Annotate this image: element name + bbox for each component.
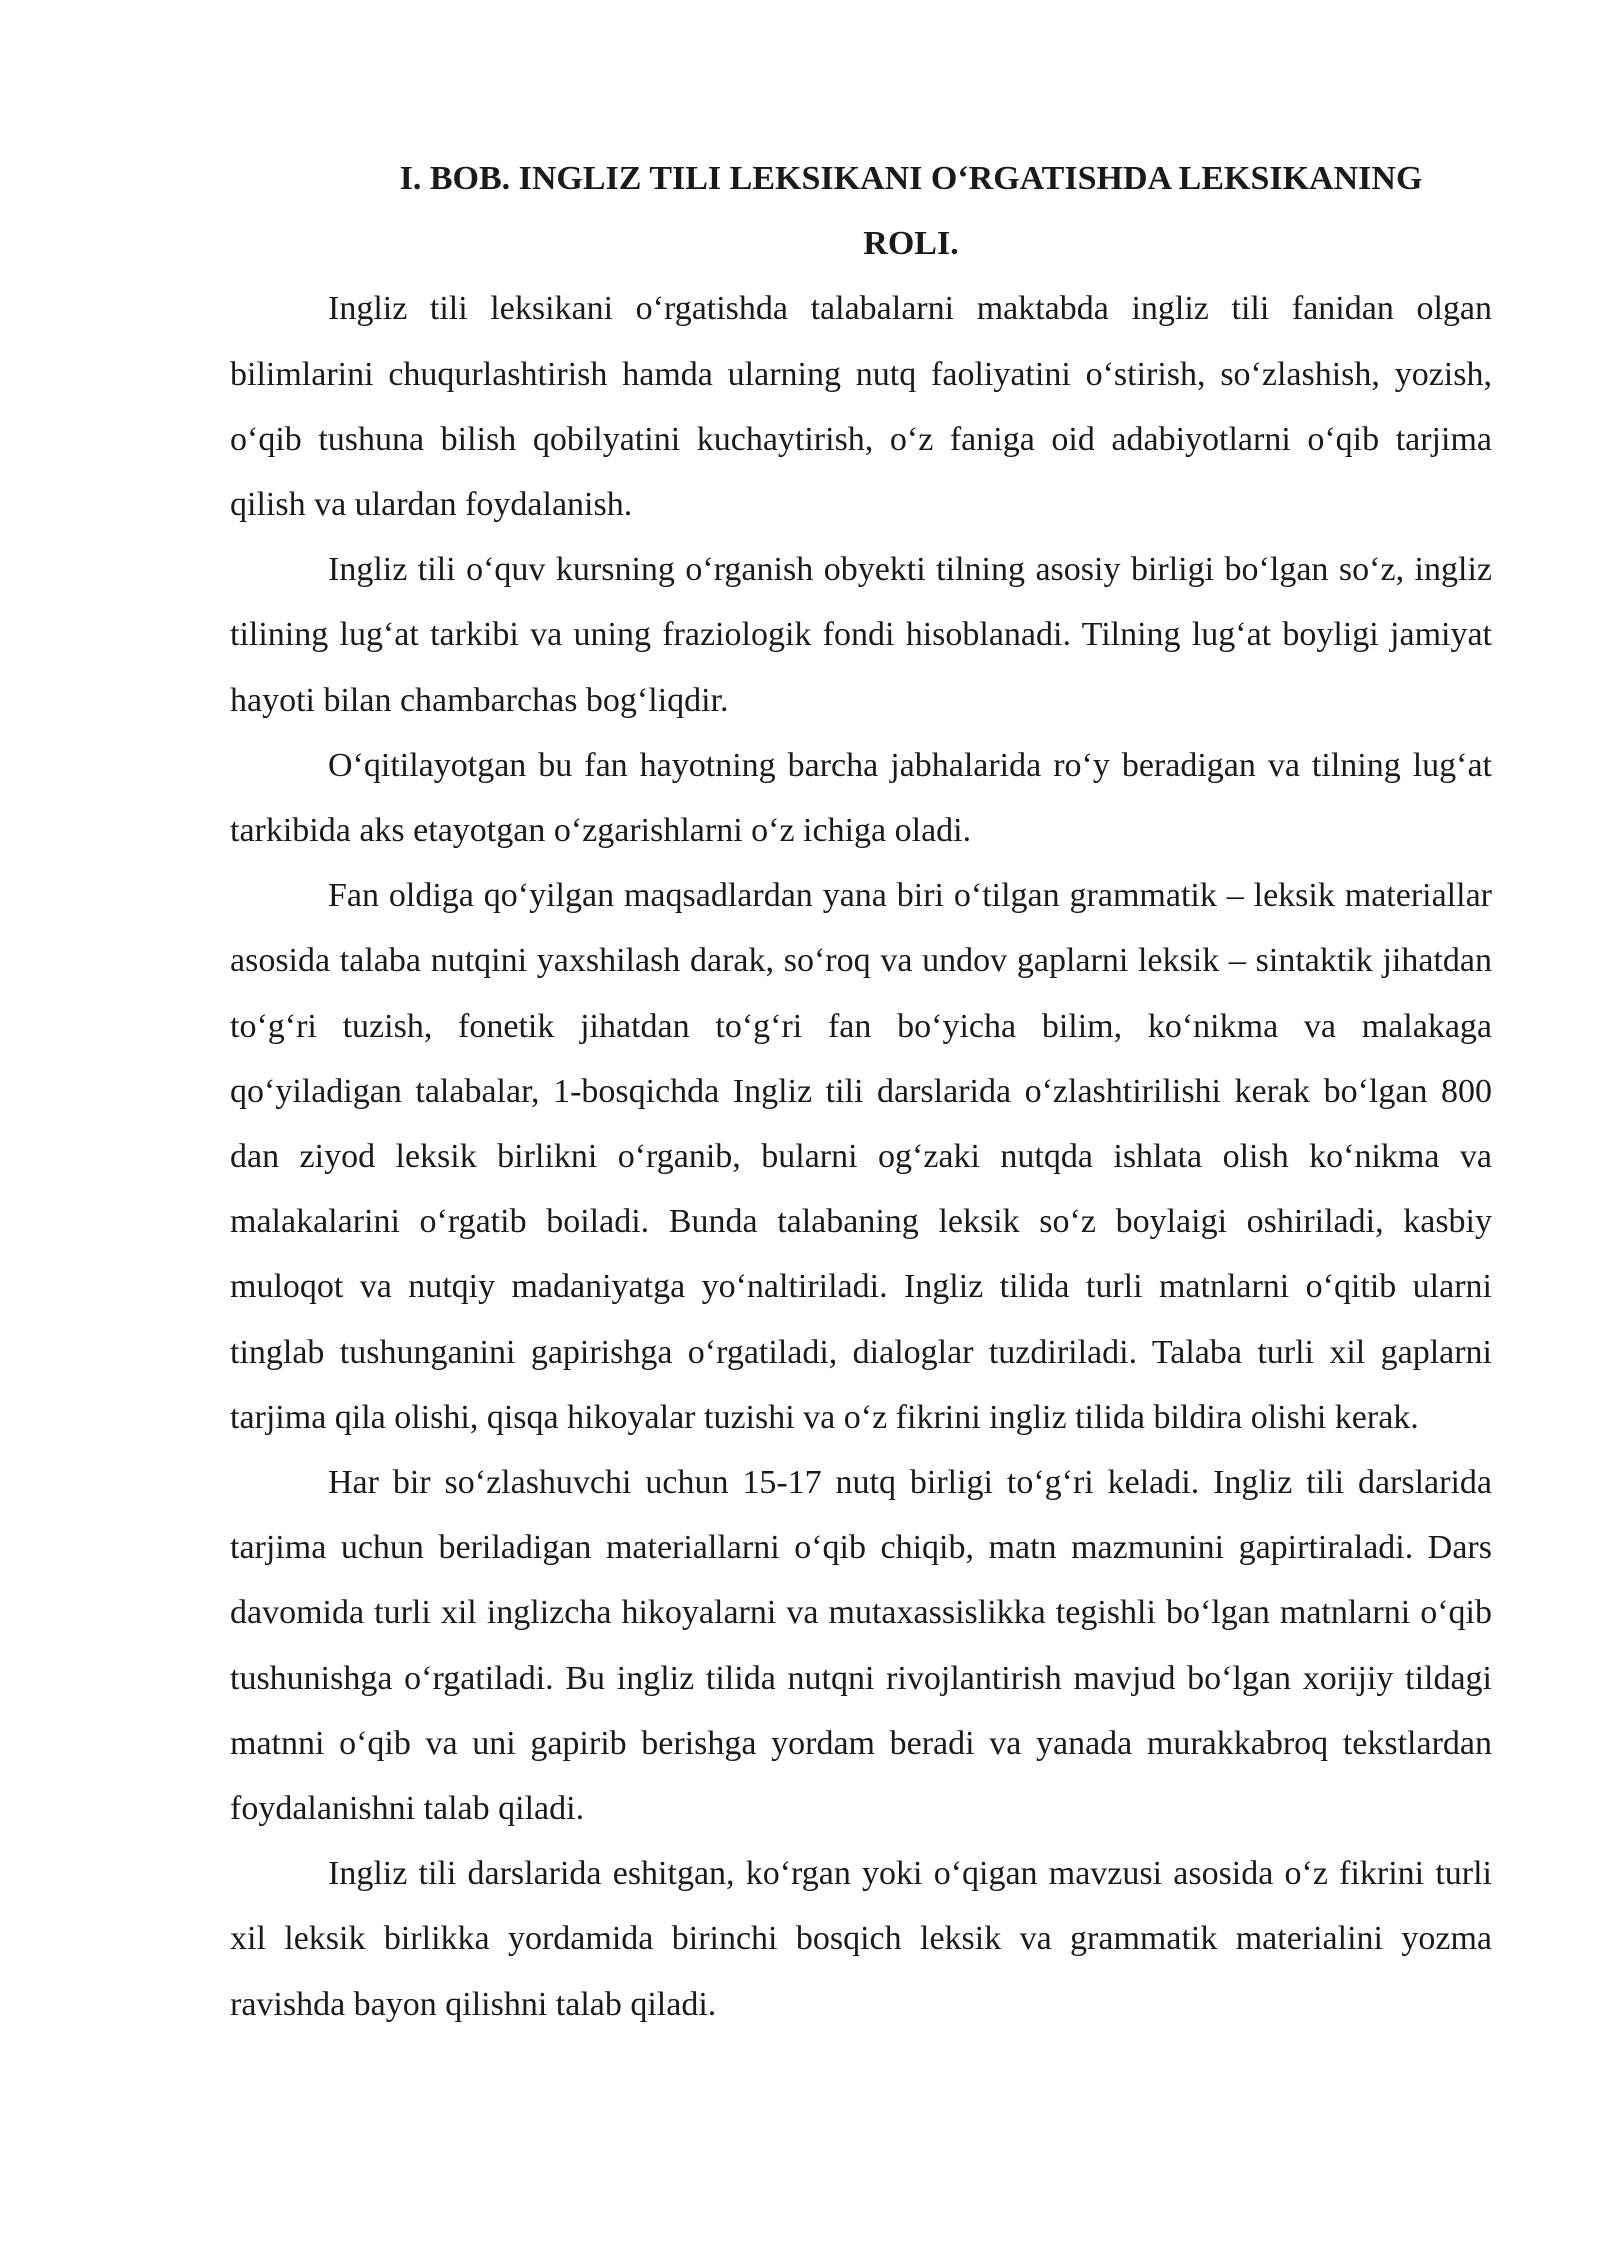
paragraph-5: Har bir so‘zlashuvchi uchun 15-17 nutq birligi to‘g‘ri keladi. Ingliz tili darslarida tarjima uchun beriladigan materiallarni o‘qib chiqib, matn mazmunini gapirtiraladi. Dars davomida turli xil inglizcha hikoyalarni va mutaxassislikka tegishli bo‘lgan matnlarni o‘qib tushunishga o‘rgatiladi. Bu ingliz tilida nutqni rivojlantirish mavjud bo‘lgan xorijiy tildagi matnni o‘qib va uni gapirib berishga yordam beradi va yanada murakkabroq tekstlardan foydalanishni talab qiladi. <box>230 1464 1492 1828</box>
paragraph-2: Ingliz tili o‘quv kursning o‘rganish obyekti tilning asosiy birligi bo‘lgan so‘z, ingliz tilining lug‘at tarkibi va uning fraziologik fondi hisoblanadi. Tilning lug‘at boyligi jamiyat hayoti bilan chambarchas bog‘liqdir. <box>230 551 1492 719</box>
paragraph-1: Ingliz tili leksikani o‘rgatishda talabalarni maktabda ingliz tili fanidan olgan bilimlarini chuqurlashtirish hamda ularning nutq faoliyatini o‘stirish, so‘zlashish, yozish, o‘qib tushuna bilish qobilyatini kuchaytirish, o‘z faniga oid adabiyotlarni o‘qib tarjima qilish va ulardan foydalanish. <box>230 290 1492 524</box>
paragraph-3: O‘qitilayotgan bu fan hayotning barcha jabhalarida ro‘y beradigan va tilning lug‘at tarkibida aks etayotgan o‘zgarishlarni o‘z ichiga oladi. <box>230 746 1492 850</box>
document-body <box>230 146 1492 2037</box>
paragraph-4: Fan oldiga qo‘yilgan maqsadlardan yana biri o‘tilgan grammatik – leksik materiallar asosida talaba nutqini yaxshilash darak, so‘roq va undov gaplarni leksik – sintaktik jihatdan to‘g‘ri tuzish, fonetik jihatdan to‘g‘ri fan bo‘yicha bilim, ko‘nikma va malakaga qo‘yiladigan talabalar, 1-bosqichda Ingliz tili darslarida o‘zlashtirilishi kerak bo‘lgan 800 dan ziyod leksik birlikni o‘rganib, bularni og‘zaki nutqda ishlata olish ko‘nikma va malakalarini o‘rgatib boiladi. Bunda talabaning leksik so‘z boylaigi oshiriladi, kasbiy muloqot va nutqiy madaniyatga yo‘naltiriladi. Ingliz tilida turli matnlarni o‘qitib ularni tinglab tushunganini gapirishga o‘rgatiladi, dialoglar tuzdiriladi. Talaba turli xil gaplarni tarjima qila olishi, qisqa hikoyalar tuzishi va o‘z fikrini ingliz tilida bildira olishi kerak. <box>230 877 1492 1436</box>
chapter-title-line-2: ROLI. <box>863 225 959 263</box>
chapter-title <box>230 146 1492 276</box>
paragraph-6: Ingliz tili darslarida eshitgan, ko‘rgan yoki o‘qigan mavzusi asosida o‘z fikrini turli xil leksik birlikka yordamida birinchi bosqich leksik va grammatik materialini yozma ravishda bayon qilishni talab qiladi. <box>230 1855 1492 2023</box>
chapter-title-line-1: I. BOB. INGLIZ TILI LEKSIKANI O‘RGATISHDA LEKSIKANING <box>399 160 1423 197</box>
